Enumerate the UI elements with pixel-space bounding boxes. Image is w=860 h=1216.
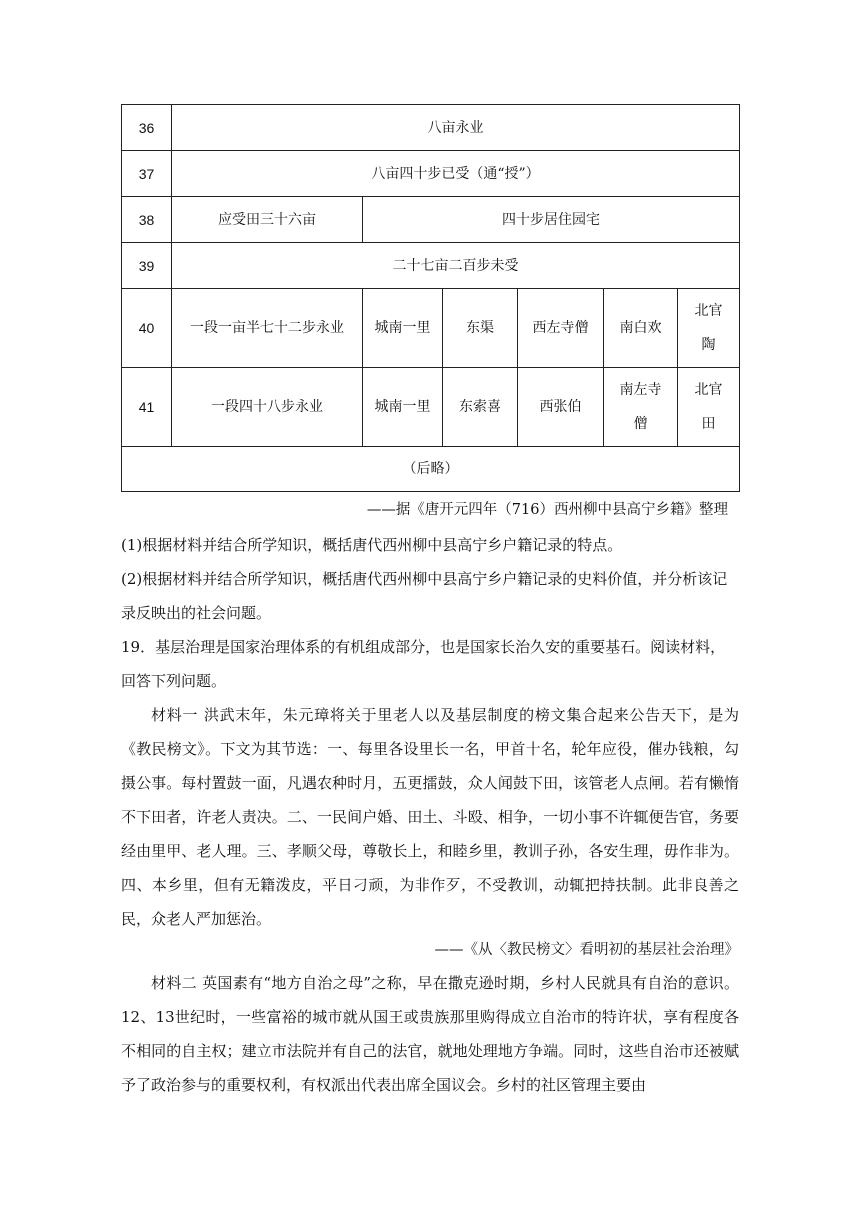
table-cell: 东索喜 [443, 368, 518, 447]
question-2: (2)根据材料并结合所学知识，概括唐代西州柳中县高宁乡户籍记录的史料价值，并分析该记录反映出的社会问题。 [121, 570, 728, 622]
table-cell: 八亩永业 [172, 105, 740, 151]
table-cell: 城南一里 [363, 289, 443, 368]
table-cell: 西左寺僧 [518, 289, 604, 368]
table-row [122, 151, 740, 197]
material-1: 材料一 洪武末年，朱元璋将关于里老人以及基层制度的榜文集合起来公告天下，是为《教民榜文》。下文为其节选：一、每里各设里长一名，甲首十名，轮年应役，催办钱粮，勾摄公事。每村置鼓一面，凡遇农种时月，五更擂鼓，众人闻鼓下田，该管老人点闸。若有懒惰不下田者，许老人责决。二、一民间户婚、田土、斗殴、相争，一切小事不许辄便告官，务要经由里甲、老人理。三、孝顺父母，尊敬长上，和睦乡里，教训子孙，各安生理，毋作非为。四、本乡里，但有无籍泼皮，平日刁顽，为非作歹，不受教训，动辄把持扶制。此非良善之民，众老人严加惩治。 [121, 706, 739, 928]
household-register-table [121, 104, 740, 492]
row-number: 40 [122, 289, 172, 368]
table-row [122, 243, 740, 289]
table-cell: 南左寺僧 [604, 368, 678, 447]
table-cell: 东渠 [443, 289, 518, 368]
table-row [122, 289, 740, 368]
row-number: 36 [122, 105, 172, 151]
table-cell: 北官田 [678, 368, 740, 447]
table-cell: 南白欢 [604, 289, 678, 368]
source-citation: ——据《唐开元四年（716）西州柳中县高宁乡籍》整理 [366, 502, 728, 518]
table-cell: 应受田三十六亩 [172, 197, 363, 243]
table-cell: 八亩四十步已受（通“授”） [172, 151, 740, 197]
table-cell: 西张伯 [518, 368, 604, 447]
table-cell: 北官陶 [678, 289, 740, 368]
row-number: 38 [122, 197, 172, 243]
table-cell: 四十步居住园宅 [363, 197, 740, 243]
table-cell: 二十七亩二百步未受 [172, 243, 740, 289]
row-number: 41 [122, 368, 172, 447]
row-number: 39 [122, 243, 172, 289]
question-1: (1)根据材料并结合所学知识，概括唐代西州柳中县高宁乡户籍记录的特点。 [121, 536, 623, 554]
question-19-intro: 19．基层治理是国家治理体系的有机组成部分，也是国家长治久安的重要基石。阅读材料，回答下列问题。 [121, 638, 726, 690]
table-cell: 一段四十八步永业 [172, 368, 363, 447]
material-1-citation: ——《从〈教民榜文〉看明初的基层社会治理》 [434, 942, 739, 958]
table-row [122, 197, 740, 243]
table-footer: （后略） [122, 447, 740, 492]
table-cell: 一段一亩半七十二步永业 [172, 289, 363, 368]
table-row [122, 447, 740, 492]
material-2: 材料二 英国素有“地方自治之母”之称，早在撒克逊时期，乡村人民就具有自治的意识。12、13世纪时，一些富裕的城市就从国王或贵族那里购得成立自治市的特许状，享有程度各不相同的自主权；建立市法院并有自己的法官，就地处理地方争端。同时，这些自治市还被赋予了政治参与的重要权利，有权派出代表出席全国议会。乡村的社区管理主要由 [121, 974, 739, 1094]
table-row [122, 105, 740, 151]
table-cell: 城南一里 [363, 368, 443, 447]
table-row [122, 368, 740, 447]
row-number: 37 [122, 151, 172, 197]
